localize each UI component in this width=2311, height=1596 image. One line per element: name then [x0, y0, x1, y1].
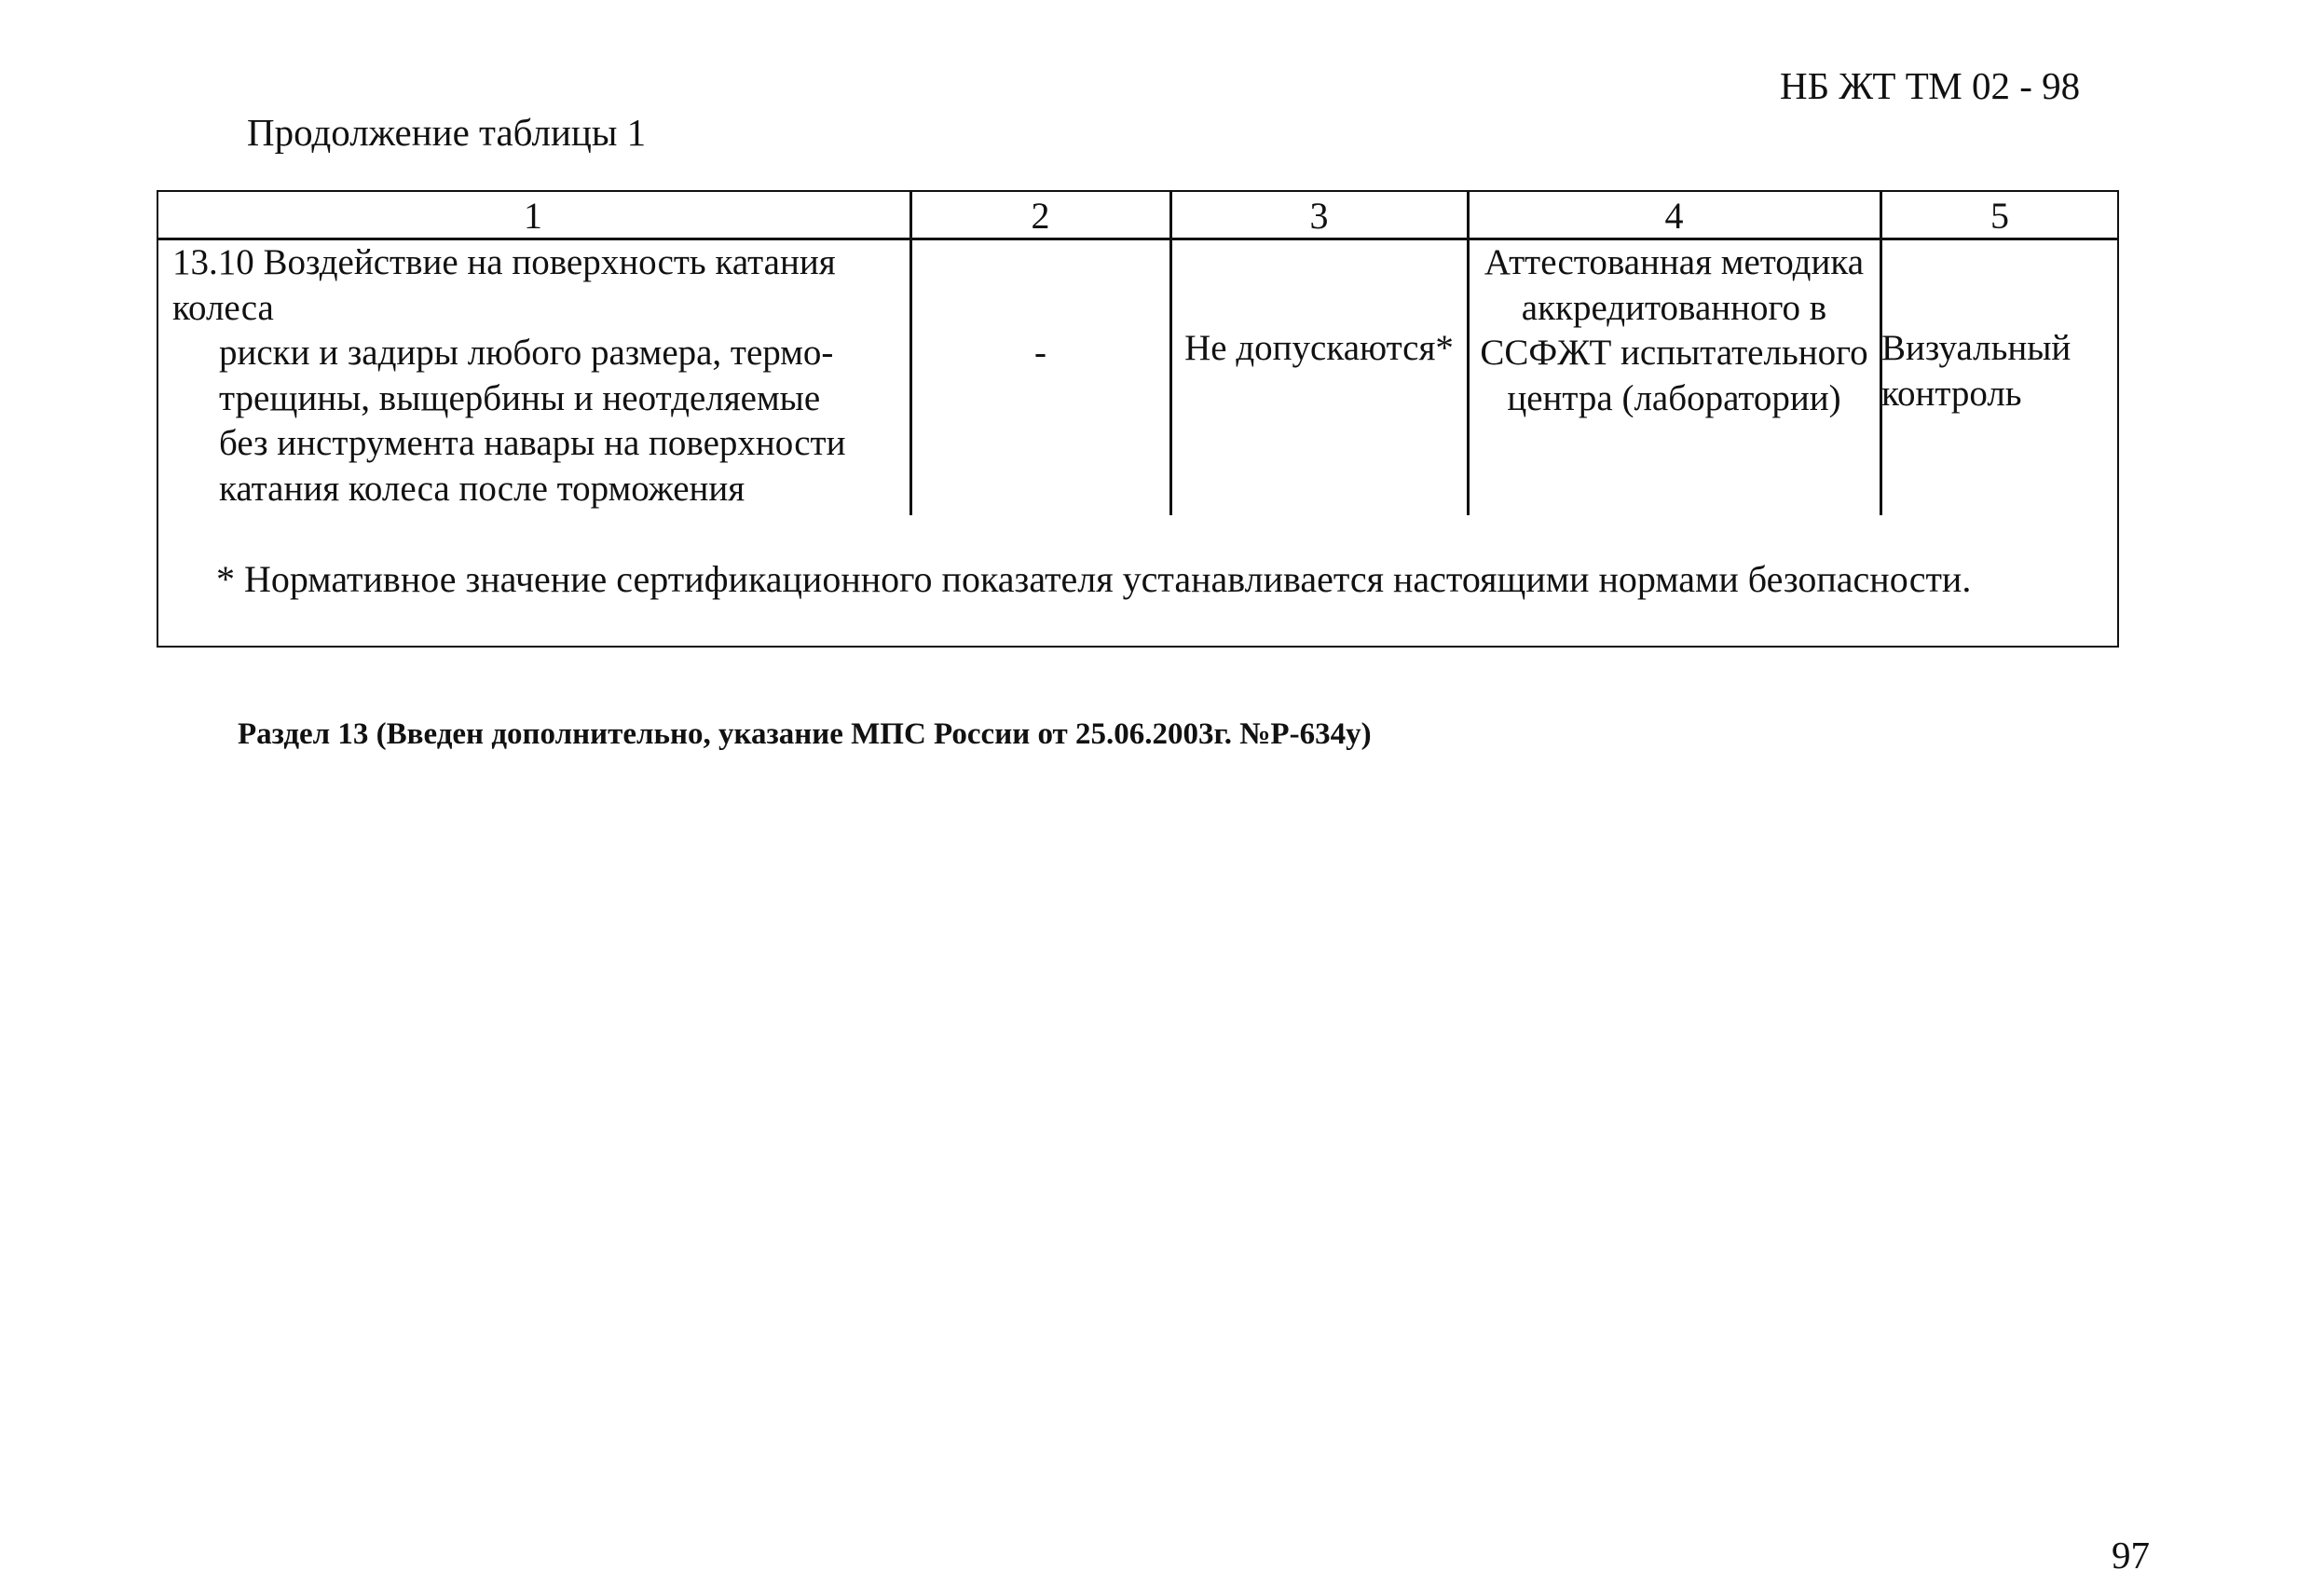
- column-number-5: 5: [1990, 195, 2009, 237]
- column-number-3: 3: [1309, 195, 1329, 237]
- table-caption: Продолжение таблицы 1: [247, 111, 647, 154]
- parameter-text-line: риски и задиры любого размера, термо-: [219, 333, 834, 373]
- parameter-title-line: колеса: [172, 287, 274, 328]
- control-method-line: Визуальный: [1881, 328, 2072, 368]
- cell-control-method: [1881, 326, 2071, 416]
- parameter-text-line: трещины, выщербины и неотделяемые: [219, 377, 821, 418]
- column-number-4: 4: [1664, 195, 1684, 237]
- column-number-2: 2: [1031, 195, 1050, 237]
- parameter-text-line: без инструмента навары на поверхности: [219, 423, 846, 463]
- cell-col2-dash: -: [1034, 333, 1046, 373]
- table-footnote: * Нормативное значение сертификационного показателя устанавливается настоящими нормами безопасности.: [216, 558, 1972, 600]
- cell-norm-value: Не допускаются*: [1184, 328, 1454, 368]
- page-number: 97: [2112, 1534, 2150, 1576]
- document-code: НБ ЖТ ТМ 02 - 98: [1780, 64, 2081, 107]
- column-number-1: 1: [524, 195, 542, 237]
- parameter-text-line: катания колеса после торможения: [219, 468, 745, 509]
- amendment-note: Раздел 13 (Введен дополнительно, указание МПС России от 25.06.2003г. №Р-634у): [238, 717, 1372, 751]
- control-method-line: контроль: [1881, 373, 2022, 414]
- test-method-line: центра (лаборатории): [1507, 377, 1841, 418]
- cell-parameter: [172, 240, 845, 512]
- test-method-line: ССФЖТ испытательного: [1480, 333, 1868, 373]
- cell-test-method: [1468, 240, 1880, 421]
- test-method-line: Аттестованная методика: [1484, 242, 1865, 282]
- test-method-line: аккредитованного в: [1521, 287, 1827, 328]
- parameter-title-line: 13.10 Воздействие на поверхность катания: [172, 242, 836, 282]
